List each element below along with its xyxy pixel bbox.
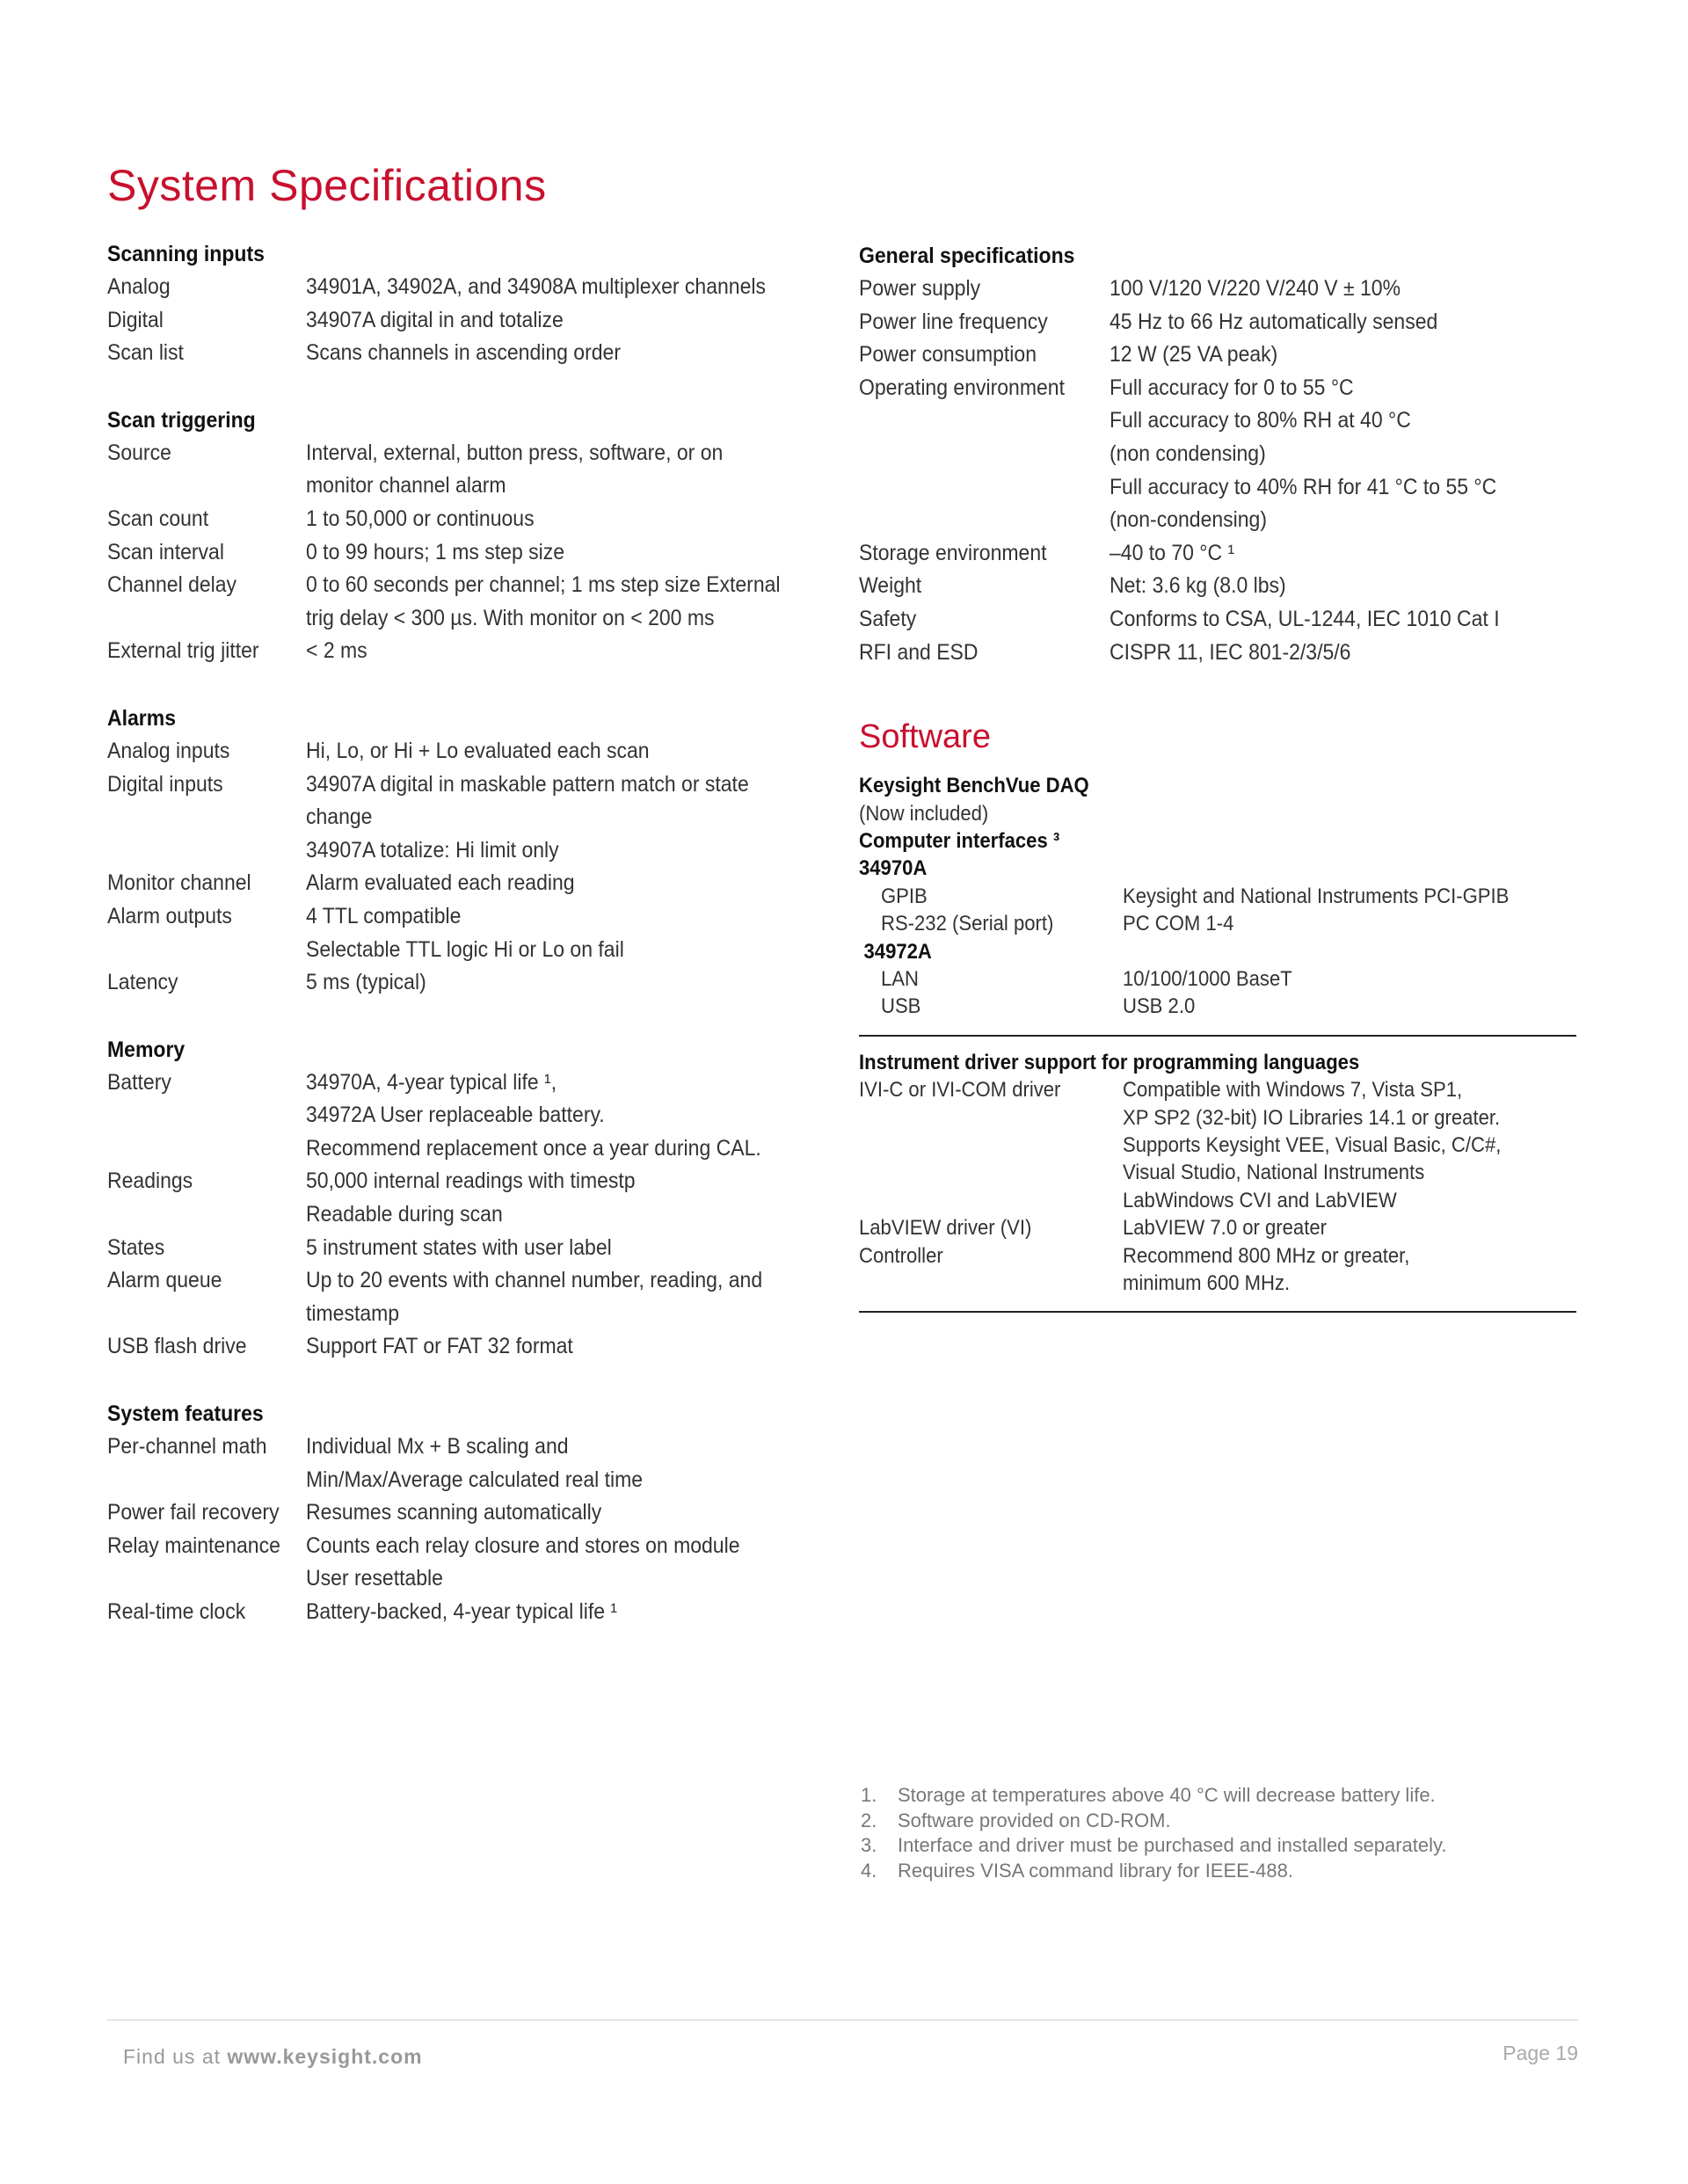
driver-value-line: Visual Studio, National Instruments	[1123, 1161, 1425, 1185]
footnote-text: Storage at temperatures above 40 °C will decrease battery life.	[898, 1784, 1436, 1806]
spec-row-power-supply	[859, 273, 1576, 306]
spec-value-line: (non condensing)	[1110, 440, 1266, 466]
spec-value-line: 34907A digital in and totalize	[306, 307, 564, 332]
spec-value	[1110, 537, 1576, 571]
spec-row-storage-environment	[859, 537, 1576, 571]
spec-row-scan-list	[107, 337, 811, 370]
scanning-inputs-section	[107, 237, 811, 370]
spec-label: Operating environment	[859, 375, 1065, 400]
spec-value-line: Resumes scanning automatically	[306, 1500, 602, 1525]
spec-label: Scan count	[107, 506, 209, 531]
spec-label: Digital inputs	[107, 771, 223, 797]
driver-label-text: IVI-C or IVI-COM driver	[859, 1078, 1061, 1103]
spec-value-line: User resettable	[306, 1566, 443, 1591]
spec-row-usb-flash-drive	[107, 1330, 811, 1364]
spec-value-line: (non-condensing)	[1110, 507, 1268, 533]
spec-value	[306, 304, 811, 338]
spec-value-line: 45 Hz to 66 Hz automatically sensed	[1110, 309, 1438, 334]
spec-row-source	[107, 437, 811, 503]
footnote-item	[861, 1783, 1447, 1809]
spec-value	[1110, 339, 1576, 372]
spec-row-alarm-outputs	[107, 900, 811, 966]
spec-value	[306, 1067, 811, 1166]
interface-label-text: USB	[881, 994, 921, 1019]
benchvue-heading: Keysight BenchVue DAQ	[859, 774, 1089, 798]
driver-value	[1123, 1076, 1576, 1214]
spec-row-analog	[107, 271, 811, 304]
spec-label: Storage environment	[859, 540, 1047, 565]
driver-value	[1123, 1214, 1576, 1241]
spec-value	[1110, 603, 1576, 637]
spec-value-line: 1 to 50,000 or continuous	[306, 506, 535, 531]
spec-value-line: CISPR 11, IEC 801-2/3/5/6	[1110, 639, 1351, 665]
spec-value	[306, 768, 811, 868]
driver-label	[859, 1242, 1123, 1298]
spec-label: Analog	[107, 274, 171, 299]
spec-value	[306, 966, 811, 1000]
spec-label: Real-time clock	[107, 1599, 246, 1624]
footnote-number: 1.	[861, 1784, 877, 1806]
interface-value-text: 10/100/1000 BaseT	[1123, 966, 1292, 991]
spec-value	[306, 1330, 811, 1364]
driver-label	[859, 1214, 1123, 1241]
spec-row-scan-count	[107, 503, 811, 536]
spec-value-line: < 2 ms	[306, 638, 367, 664]
spec-label: States	[107, 1234, 165, 1260]
spec-value	[1110, 306, 1576, 339]
interface-value	[1123, 883, 1576, 910]
spec-value	[1110, 570, 1576, 603]
interface-value	[1123, 910, 1576, 937]
driver-row-controller	[859, 1242, 1576, 1298]
spec-value-line: Interval, external, button press, software, or on	[306, 440, 724, 465]
driver-label-text: LabVIEW driver (VI)	[859, 1216, 1032, 1241]
memory-section	[107, 1033, 811, 1364]
spec-value-line: Conforms to CSA, UL-1244, IEC 1010 Cat I	[1110, 606, 1500, 631]
driver-value	[1123, 1242, 1576, 1298]
spec-row-digital	[107, 304, 811, 338]
spec-label: Monitor channel	[107, 870, 251, 896]
driver-value-line: LabVIEW 7.0 or greater	[1123, 1216, 1327, 1241]
spec-row-monitor-channel	[107, 867, 811, 900]
spec-value	[306, 503, 811, 536]
spec-value-line: Up to 20 events with channel number, reading, and	[306, 1268, 763, 1293]
spec-row-operating-environment	[859, 372, 1576, 537]
spec-value-line: 50,000 internal readings with timestp	[306, 1168, 636, 1194]
model-34972a-heading: 34972A	[863, 939, 932, 964]
spec-label: Channel delay	[107, 572, 237, 598]
driver-value-line: Supports Keysight VEE, Visual Basic, C/C#,	[1123, 1133, 1502, 1157]
spec-value-line: timestamp	[306, 1300, 400, 1326]
spec-label: Power supply	[859, 276, 981, 301]
footnote-item	[861, 1859, 1447, 1884]
spec-label: Per-channel math	[107, 1434, 267, 1460]
spec-row-scan-interval	[107, 536, 811, 570]
spec-value	[306, 1264, 811, 1330]
spec-row-rfi-and-esd	[859, 637, 1576, 670]
spec-value-line: 34972A User replaceable battery.	[306, 1103, 605, 1128]
page-title: System Specifications	[107, 161, 547, 210]
website-link[interactable]: www.keysight.com	[227, 2045, 423, 2068]
spec-value-line: 5 instrument states with user label	[306, 1234, 612, 1260]
spec-value-line: Hi, Lo, or Hi + Lo evaluated each scan	[306, 738, 650, 763]
software-title: Software	[859, 718, 991, 756]
spec-label: Source	[107, 440, 171, 465]
driver-label-text: Controller	[859, 1243, 943, 1268]
spec-row-latency	[107, 966, 811, 1000]
spec-value	[306, 900, 811, 966]
spec-value-line: Full accuracy to 80% RH at 40 °C	[1110, 408, 1411, 433]
spec-row-power-fail-recovery	[107, 1496, 811, 1530]
software-section	[859, 718, 1576, 1313]
spec-value	[306, 536, 811, 570]
spec-value-line: 34901A, 34902A, and 34908A multiplexer channels	[306, 274, 767, 299]
spec-row-battery	[107, 1067, 811, 1166]
spec-value-line: Readable during scan	[306, 1202, 503, 1227]
spec-value-line: 34907A totalize: Hi limit only	[306, 837, 559, 863]
footnote-number: 4.	[861, 1859, 877, 1882]
spec-value	[306, 1596, 811, 1629]
spec-row-real-time-clock	[107, 1596, 811, 1629]
spec-row-external-trig-jitter	[107, 635, 811, 668]
interface-value	[1123, 965, 1576, 993]
section-heading: System features	[107, 1401, 264, 1427]
footnotes	[861, 1783, 1447, 1883]
interface-row-gpib	[859, 883, 1576, 910]
spec-value	[1110, 273, 1576, 306]
spec-value	[306, 271, 811, 304]
spec-label: RFI and ESD	[859, 639, 979, 665]
interface-label-text: RS-232 (Serial port)	[881, 912, 1054, 936]
footnote-number: 2.	[861, 1809, 877, 1831]
spec-label: Latency	[107, 970, 178, 995]
spec-label: Analog inputs	[107, 738, 230, 763]
spec-value-line: Support FAT or FAT 32 format	[306, 1334, 573, 1359]
spec-row-states	[107, 1232, 811, 1265]
spec-label: Weight	[859, 573, 922, 599]
spec-label: Scan interval	[107, 539, 224, 564]
spec-value	[306, 1232, 811, 1265]
spec-value-line: Min/Max/Average calculated real time	[306, 1467, 644, 1492]
spec-value-line: Alarm evaluated each reading	[306, 870, 575, 896]
spec-value-line: 34970A, 4-year typical life ¹,	[306, 1069, 557, 1095]
spec-value-line: Counts each relay closure and stores on module	[306, 1532, 740, 1558]
section-heading: Alarms	[107, 705, 176, 731]
spec-label: Digital	[107, 307, 164, 332]
computer-interfaces-heading: Computer interfaces ³	[859, 828, 1060, 853]
spec-value-line: Recommend replacement once a year during CAL.	[306, 1135, 761, 1161]
spec-value	[306, 437, 811, 503]
spec-row-weight	[859, 570, 1576, 603]
spec-value	[306, 569, 821, 635]
spec-value	[306, 1530, 811, 1596]
footnote-item	[861, 1809, 1447, 1834]
interface-value-text: USB 2.0	[1123, 994, 1196, 1019]
spec-row-power-consumption	[859, 339, 1576, 372]
driver-label	[859, 1076, 1123, 1214]
spec-row-safety	[859, 603, 1576, 637]
spec-label: External trig jitter	[107, 638, 259, 664]
spec-label: Scan list	[107, 340, 184, 366]
spec-value-line: Selectable TTL logic Hi or Lo on fail	[306, 936, 624, 962]
spec-value-line: 0 to 99 hours; 1 ms step size	[306, 539, 565, 564]
alarms-section	[107, 702, 811, 1000]
spec-value-line: 34907A digital in maskable pattern match or state	[306, 771, 749, 797]
driver-row-ivi-c-or-ivi-com-driver	[859, 1076, 1576, 1214]
spec-label: Power line frequency	[859, 309, 1048, 334]
spec-row-alarm-queue	[107, 1264, 811, 1330]
spec-row-power-line-frequency	[859, 306, 1576, 339]
spec-row-digital-inputs	[107, 768, 811, 868]
spec-value-line: Scans channels in ascending order	[306, 340, 622, 366]
spec-label: Relay maintenance	[107, 1532, 280, 1558]
right-column	[859, 239, 1576, 1313]
spec-value-line: Full accuracy for 0 to 55 °C	[1110, 375, 1354, 400]
spec-label: USB flash drive	[107, 1334, 247, 1359]
driver-value-line: Recommend 800 MHz or greater,	[1123, 1243, 1410, 1268]
spec-value-line: trig delay < 300 µs. With monitor on < 200 ms	[306, 605, 715, 630]
spec-row-channel-delay	[107, 569, 811, 635]
spec-value	[306, 635, 811, 668]
interface-value-text: Keysight and National Instruments PCI-GPIB	[1123, 884, 1510, 908]
interface-row-usb	[859, 993, 1576, 1020]
footnote-number: 3.	[861, 1834, 877, 1856]
spec-value	[306, 1496, 811, 1530]
spec-value	[306, 867, 811, 900]
spec-value	[1110, 372, 1576, 537]
driver-support-heading: Instrument driver support for programming languages	[859, 1050, 1360, 1074]
spec-label: Alarm queue	[107, 1268, 222, 1293]
interface-value-text: PC COM 1-4	[1123, 912, 1234, 936]
spec-value-line: Full accuracy to 40% RH for 41 °C to 55 °C	[1110, 474, 1497, 499]
interface-label	[859, 965, 1123, 993]
footnote-text: Software provided on CD-ROM.	[898, 1809, 1171, 1831]
spec-row-readings	[107, 1165, 811, 1231]
section-heading: Scan triggering	[107, 407, 256, 433]
spec-label: Readings	[107, 1168, 193, 1194]
spec-value-line: Individual Mx + B scaling and	[306, 1434, 569, 1460]
driver-value-line: Compatible with Windows 7, Vista SP1,	[1123, 1078, 1463, 1103]
spec-value	[306, 1165, 811, 1231]
find-us-label: Find us at	[123, 2045, 221, 2068]
interface-row-rs-232-serial-port	[859, 910, 1576, 937]
spec-value-line: –40 to 70 °C ¹	[1110, 540, 1235, 565]
spec-value-line: 100 V/120 V/220 V/240 V ± 10%	[1110, 276, 1401, 301]
section-heading: Memory	[107, 1037, 186, 1062]
spec-value-line: monitor channel alarm	[306, 473, 506, 499]
driver-value-line: XP SP2 (32-bit) IO Libraries 14.1 or greater.	[1123, 1105, 1501, 1130]
model-34970a-heading: 34970A	[859, 856, 928, 881]
spec-value-line: 0 to 60 seconds per channel; 1 ms step size External	[306, 572, 781, 598]
driver-value-line: LabWindows CVI and LabVIEW	[1123, 1188, 1397, 1212]
spec-value-line: 12 W (25 VA peak)	[1110, 342, 1278, 368]
driver-value-line: minimum 600 MHz.	[1123, 1271, 1291, 1296]
system-features-section	[107, 1397, 811, 1629]
footer-find-us	[123, 2045, 423, 2069]
driver-row-labview-driver-vi	[859, 1214, 1576, 1241]
interface-value	[1123, 993, 1576, 1020]
spec-value-line: 5 ms (typical)	[306, 970, 426, 995]
divider	[859, 1311, 1576, 1313]
section-heading: General specifications	[859, 244, 1075, 268]
interface-label	[859, 993, 1123, 1020]
interface-label-text: GPIB	[881, 884, 928, 908]
scan-triggering-section	[107, 404, 811, 668]
spec-label: Power consumption	[859, 342, 1037, 368]
now-included-text: (Now included)	[859, 801, 989, 826]
footnote-text: Interface and driver must be purchased and installed separately.	[898, 1834, 1447, 1856]
footnote-item	[861, 1833, 1447, 1859]
spec-row-per-channel-math	[107, 1431, 811, 1496]
interface-label	[859, 910, 1123, 937]
spec-label: Safety	[859, 606, 917, 631]
spec-value-line: change	[306, 804, 373, 830]
spec-value-line: Battery-backed, 4-year typical life ¹	[306, 1599, 618, 1624]
interface-row-lan	[859, 965, 1576, 993]
left-column	[107, 237, 811, 1663]
spec-value-line: Net: 3.6 kg (8.0 lbs)	[1110, 573, 1286, 599]
section-heading: Scanning inputs	[107, 242, 265, 266]
spec-label: Alarm outputs	[107, 903, 232, 928]
general-specifications-section	[859, 239, 1576, 669]
interface-label	[859, 883, 1123, 910]
spec-value-line: 4 TTL compatible	[306, 903, 462, 928]
page-number: Page 19	[1502, 2042, 1578, 2064]
footnote-text: Requires VISA command library for IEEE-488.	[898, 1859, 1293, 1882]
spec-value	[306, 735, 811, 768]
spec-row-relay-maintenance	[107, 1530, 811, 1596]
spec-label: Battery	[107, 1069, 171, 1095]
divider	[859, 1035, 1576, 1037]
spec-label: Power fail recovery	[107, 1500, 280, 1525]
interface-label-text: LAN	[881, 966, 919, 991]
spec-value	[306, 1431, 811, 1496]
spec-value	[306, 337, 811, 370]
spec-row-analog-inputs	[107, 735, 811, 768]
spec-value	[1110, 637, 1576, 670]
